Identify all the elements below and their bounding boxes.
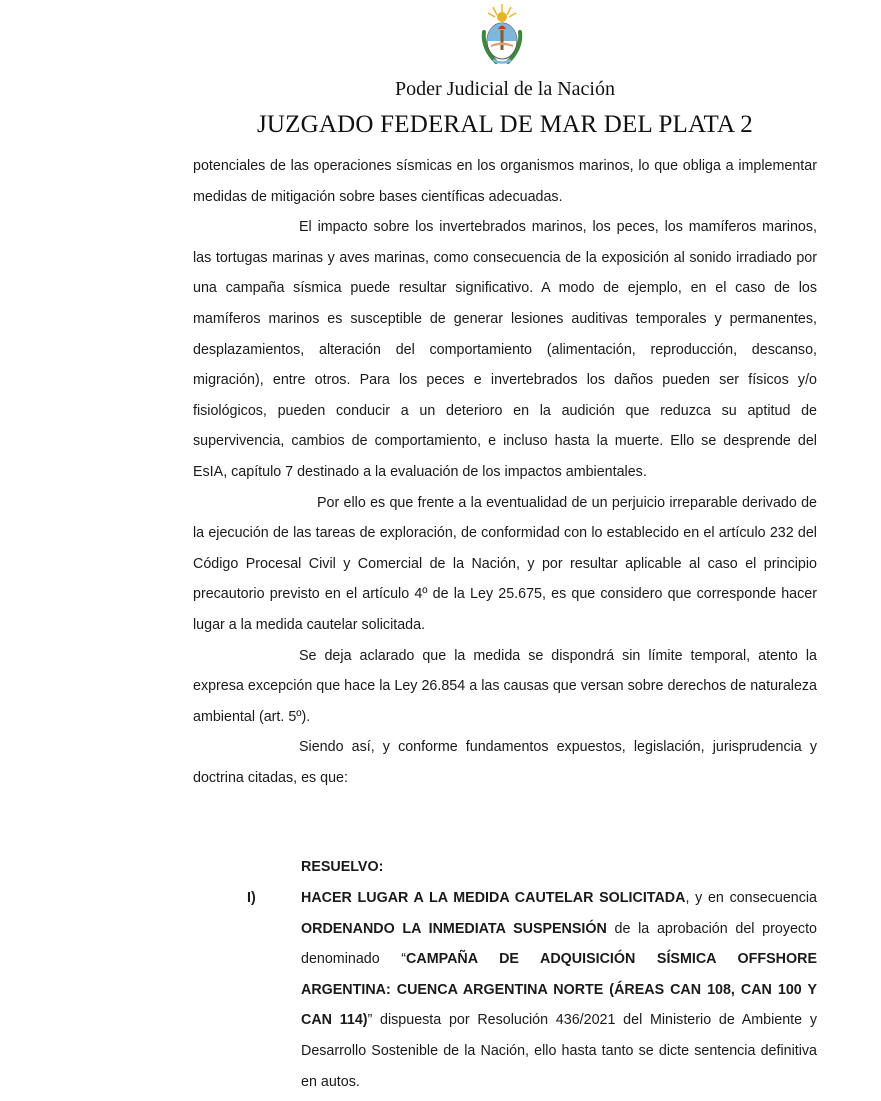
court-header: JUZGADO FEDERAL DE MAR DEL PLATA 2 — [257, 111, 753, 138]
paragraph: potenciales de las operaciones sísmicas en los organismos marinos, lo que obliga a implementar medidas de mitigación sobre bases científicas adecuadas. — [193, 158, 817, 205]
resolution-text: ” dispuesta por Resolución 436/2021 del Ministerio de Ambiente y Desarrollo Sostenible de la Nación, ello hasta tanto se dicte sentencia definitiva en autos. — [301, 1012, 817, 1090]
resolution-item-ordinal: I) — [247, 890, 256, 906]
resolution-bold-text: ORDENANDO LA INMEDIATA SUSPENSIÓN — [301, 920, 607, 937]
paragraph: El impacto sobre los invertebrados marinos, los peces, los mamíferos marinos, las tortugas marinas y aves marinas, como consecuencia de la exposición al sonido irradiado por una campaña sísmica puede resultar significativo. A modo de ejemplo, en el caso de los mamíferos marinos es susceptible de generar lesiones auditivas temporales y permanentes, desplazamientos, alteración del comportamiento (alimentación, reproducción, descanso, migración), entre otros. Para los peces e invertebrados los daños pueden ser físicos y/o fisiológicos, pueden conducir a un deterioro en la audición que reduzca su aptitud de supervivencia, cambios de comportamiento, e incluso hasta la muerte. Ello se desprende del EsIA, capítulo 7 destinado a la evaluación de los impactos ambientales. — [193, 219, 817, 480]
resolution-bold-text: HACER LUGAR A LA MEDIDA CAUTELAR SOLICITADA — [301, 890, 686, 906]
paragraph: Se deja aclarado que la medida se dispondrá sin límite temporal, atento la expresa excepción que hace la Ley 26.854 a las causas que versan sobre derechos de naturaleza ambiental (art. 5º). — [193, 647, 817, 725]
paragraph: Siendo así, y conforme fundamentos expuestos, legislación, jurisprudencia y doctrina citadas, es que: — [193, 739, 817, 786]
document-body — [193, 151, 817, 793]
project-name: CAMPAÑA DE ADQUISICIÓN SÍSMICA OFFSHORE ARGENTINA: CUENCA ARGENTINA NORTE (ÁREAS CAN 108, CAN 100 Y CAN 114) — [301, 951, 817, 1029]
resolution-heading: RESUELVO: — [301, 859, 384, 875]
institution-header: Poder Judicial de la Nación — [395, 78, 615, 100]
resolution-text: de la aprobación del proyecto denominado “ — [301, 920, 817, 968]
paragraph: Por ello es que frente a la eventualidad de un perjuicio irreparable derivado de la ejecución de las tareas de exploración, de conformidad con lo establecido en el artículo 232 del Código Procesal Civil y Comercial de la Nación, y por resultar aplicable al caso el principio precautorio previsto en el artículo 4º de la Ley 25.675, es que considero que corresponde hacer lugar a la medida cautelar solicitada. — [193, 494, 817, 633]
resolution-text: , y en consecuencia — [685, 890, 818, 906]
resolution-item — [301, 883, 817, 1097]
argentina-coat-of-arms-icon — [476, 2, 528, 68]
